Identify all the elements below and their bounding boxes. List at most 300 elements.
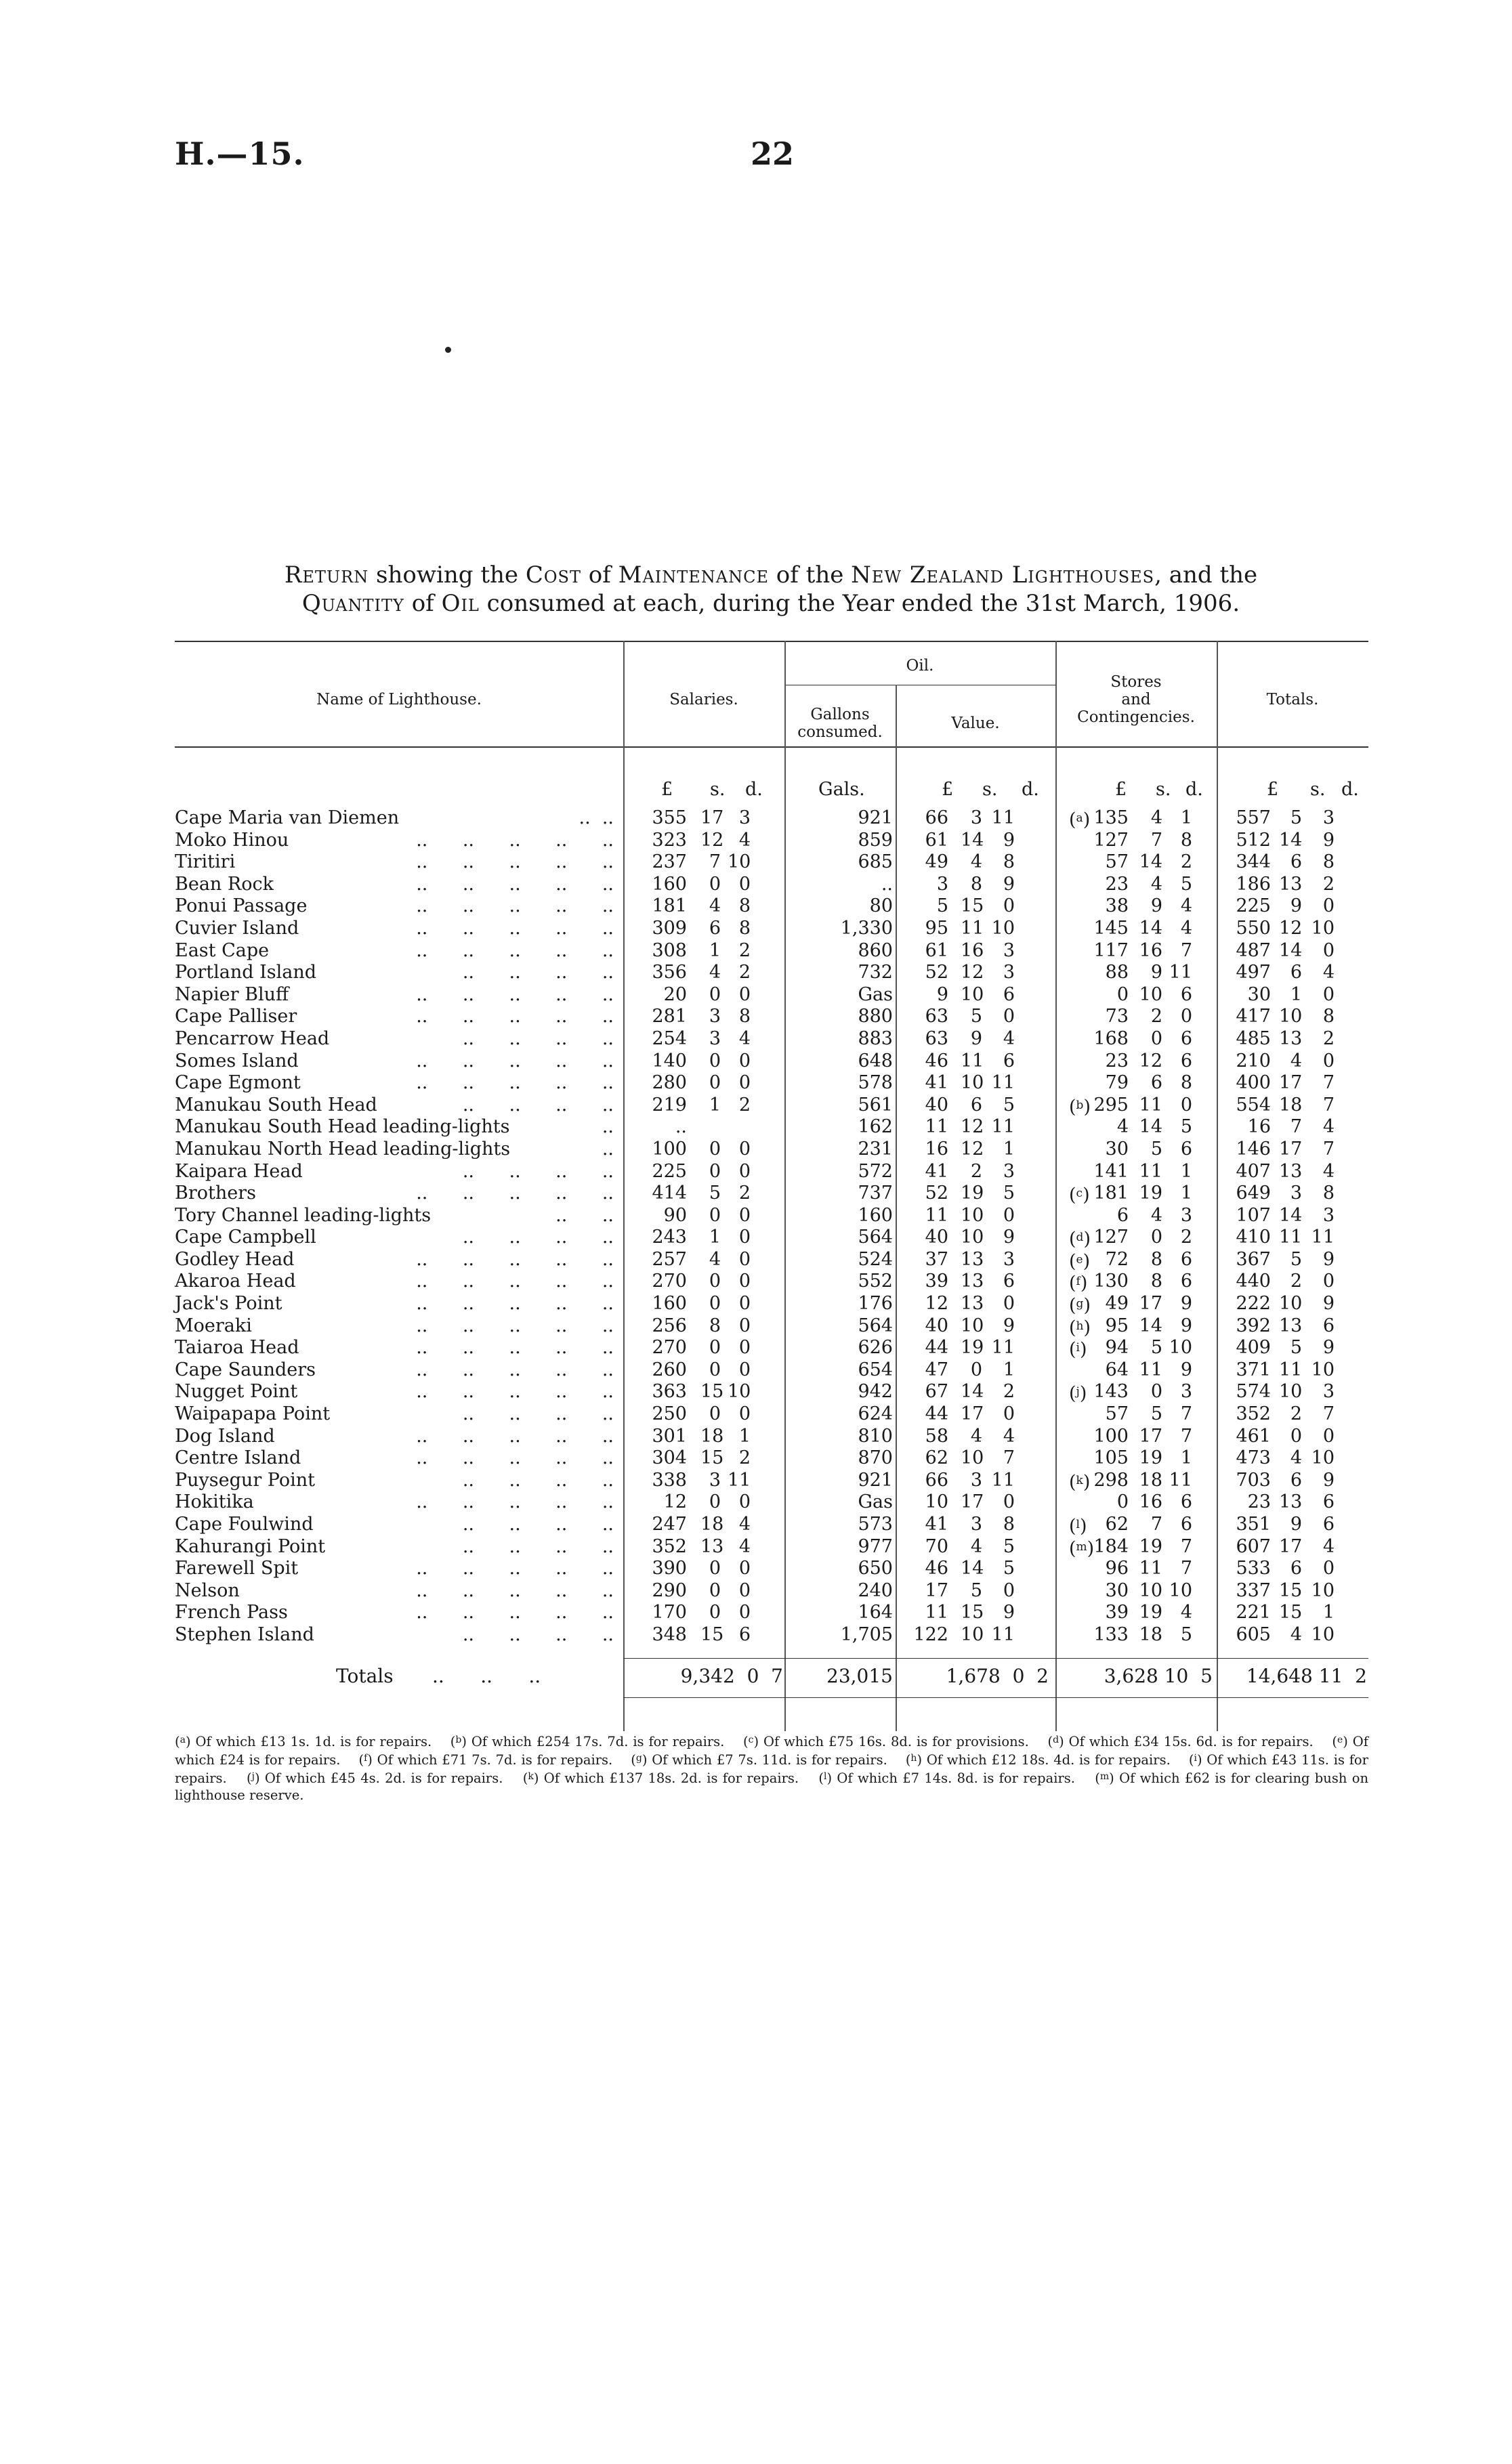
cell-sto: 57 — [1105, 1403, 1129, 1425]
lighthouse-name: Somes Island — [175, 1050, 299, 1071]
cell-tot: 8 — [1322, 1006, 1335, 1027]
cell-val: 13 — [961, 1248, 984, 1270]
lighthouse-name: Ponui Passage — [175, 895, 308, 917]
cell-gal: 732 — [858, 962, 893, 983]
table-row — [175, 1095, 1367, 1117]
cell-sal: 1 — [709, 1227, 721, 1248]
cell-sto: 4 — [1150, 807, 1162, 828]
cell-sto: 88 — [1105, 962, 1129, 983]
table-row — [175, 1536, 1367, 1558]
cell-sto: 4 — [1150, 1204, 1162, 1226]
cell-gal: 578 — [858, 1072, 893, 1094]
cell-val: 11 — [991, 1469, 1015, 1491]
cell-tot: 9 — [1290, 1514, 1302, 1535]
cell-sal: 17 — [700, 807, 724, 828]
cell-sto: 7 — [1180, 939, 1192, 961]
table-row — [175, 1447, 1367, 1470]
cell-sal: 256 — [652, 1315, 687, 1336]
footnote-k: ($^k$) Of which £137 18s. 2d. is for repairs. — [522, 1770, 799, 1786]
leader-dots: .. .. .. .. .. — [416, 939, 614, 961]
cell-val: 3 — [1003, 1160, 1015, 1182]
cell-sto: 11 — [1139, 1094, 1162, 1116]
cell-sto: 10 — [1139, 983, 1162, 1005]
leader-dots: .. .. .. .. .. — [416, 1337, 614, 1359]
cell-val: 9 — [1003, 1602, 1015, 1623]
cell-gal: 1,330 — [840, 917, 893, 939]
cell-val: 11 — [991, 1623, 1015, 1645]
table-row — [175, 1624, 1367, 1647]
table-row — [175, 1381, 1367, 1403]
cell-sto: 19 — [1139, 1535, 1162, 1557]
lighthouse-name: Hokitika — [175, 1491, 254, 1513]
cell-val: 11 — [991, 807, 1015, 828]
cell-gal: 1,705 — [840, 1623, 893, 1645]
leader-dots: .. .. .. .. .. — [416, 1425, 614, 1447]
cell-tot: 12 — [1279, 917, 1303, 939]
cell-sto: 14 — [1139, 1315, 1162, 1336]
cell-sal: 20 — [663, 983, 687, 1005]
cell-tot: 107 — [1236, 1204, 1271, 1226]
cell-tot: 17 — [1279, 1072, 1303, 1094]
lighthouse-name: Cape Palliser — [175, 1006, 297, 1027]
cell-gal: 650 — [858, 1558, 893, 1579]
cell-sto: 19 — [1139, 1183, 1162, 1204]
leader-dots: .. .. .. .. .. — [416, 1293, 614, 1315]
cell-val: 11 — [991, 1072, 1015, 1094]
cell-gal: 921 — [858, 1469, 893, 1491]
cell-tot: 557 — [1236, 807, 1271, 828]
cell-tot: 10 — [1311, 1579, 1335, 1601]
cell-sal: 390 — [652, 1558, 687, 1579]
cell-val: 16 — [961, 939, 984, 961]
cell-sal: 0 — [738, 1227, 751, 1248]
cell-sal: 363 — [652, 1381, 687, 1403]
cell-sal: 0 — [738, 1337, 751, 1359]
cell-sal: 1 — [709, 1094, 721, 1116]
cell-sal: 237 — [652, 851, 687, 873]
cell-val: 14 — [961, 1381, 984, 1403]
footnote-ref: ($^b$) — [1069, 1096, 1091, 1118]
cell-gal: 561 — [858, 1094, 893, 1116]
cell-val: 3 — [1003, 962, 1015, 983]
cell-sto: 168 — [1093, 1027, 1129, 1049]
cell-val: 41 — [925, 1072, 948, 1094]
cell-sto: 1 — [1180, 1183, 1192, 1204]
cell-sal: 356 — [652, 962, 687, 983]
lighthouse-name: Tory Channel leading-lights — [175, 1204, 432, 1226]
leader-dots: .. .. .. .. .. — [416, 1183, 614, 1204]
cell-sto: 14 — [1139, 851, 1162, 873]
footnote-m: ($^m$) Of which £62 is for clearing bush on lighthouse reserve. — [175, 1770, 1369, 1803]
cell-sal: 18 — [700, 1514, 724, 1535]
cell-sal: 260 — [652, 1359, 687, 1380]
cell-val: 4 — [970, 851, 982, 873]
cell-gal: 860 — [858, 939, 893, 961]
leader-dots: .. .. .. .. .. — [416, 1359, 614, 1380]
cell-tot: 7 — [1322, 1403, 1335, 1425]
cell-tot: 4 — [1290, 1050, 1302, 1071]
cell-sto: 3 — [1180, 1381, 1192, 1403]
cell-tot: 485 — [1236, 1027, 1271, 1049]
cell-sal: 0 — [738, 1579, 751, 1601]
cell-val: 61 — [925, 939, 948, 961]
cell-sto: 295 — [1093, 1094, 1129, 1116]
cell-sto: 6 — [1180, 1491, 1192, 1513]
cell-val: 11 — [925, 1116, 948, 1138]
leader-dots: .. .. .. .. .. — [416, 1072, 614, 1094]
cell-val: 19 — [961, 1183, 984, 1204]
cell-gal: 942 — [858, 1381, 893, 1403]
cell-val: 3 — [970, 1469, 982, 1491]
cell-sal: 0 — [709, 1204, 721, 1226]
cell-val: 4 — [1003, 1027, 1015, 1049]
cell-val: 0 — [1003, 895, 1015, 917]
cell-sto: 0 — [1116, 983, 1129, 1005]
cell-sal: 2 — [738, 939, 751, 961]
lighthouse-name: Centre Island — [175, 1447, 301, 1469]
table-row — [175, 1139, 1367, 1161]
cell-sto: 72 — [1105, 1248, 1129, 1270]
table-row — [175, 1602, 1367, 1624]
cell-sal: 4 — [738, 1514, 751, 1535]
cell-val: 10 — [961, 1204, 984, 1226]
cell-sto: 9 — [1180, 1293, 1192, 1315]
cell-sto: 7 — [1150, 1514, 1162, 1535]
cell-sal: 6 — [709, 917, 721, 939]
cell-sal: 15 — [700, 1447, 724, 1469]
leader-dots: .. — [602, 1138, 614, 1160]
cell-sto: 6 — [1116, 1204, 1129, 1226]
cell-val: 3 — [1003, 1248, 1015, 1270]
cell-sal: 8 — [738, 895, 751, 917]
cell-val: 9 — [1003, 1227, 1015, 1248]
cell-gal: 624 — [858, 1403, 893, 1425]
cell-sal: 0 — [738, 1293, 751, 1315]
leader-dots: .. .. .. .. .. — [416, 1602, 614, 1623]
cell-sto: 12 — [1139, 1050, 1162, 1071]
cell-sal: 348 — [652, 1623, 687, 1645]
table-row — [175, 1315, 1367, 1338]
cell-tot: 6 — [1322, 1514, 1335, 1535]
lighthouse-name: Akaroa Head — [175, 1271, 296, 1292]
table-row — [175, 874, 1367, 896]
cell-sto: 4 — [1150, 873, 1162, 895]
cell-sal: 304 — [652, 1447, 687, 1469]
table-row — [175, 918, 1367, 940]
cell-tot: 9 — [1322, 1293, 1335, 1315]
cell-sto: 7 — [1180, 1558, 1192, 1579]
cell-sto: 9 — [1150, 962, 1162, 983]
header-salaries: Salaries. — [669, 691, 738, 708]
cell-sal: 12 — [663, 1491, 687, 1513]
cell-val: 52 — [925, 1183, 948, 1204]
cell-sal: 13 — [700, 1535, 724, 1557]
cell-sal: 280 — [652, 1072, 687, 1094]
cell-tot: 605 — [1236, 1623, 1271, 1645]
cell-sto: 4 — [1180, 1602, 1192, 1623]
cell-sal: 18 — [700, 1425, 724, 1447]
cell-sto: 5 — [1150, 1138, 1162, 1160]
cell-tot: 512 — [1236, 829, 1271, 851]
cell-sal: 0 — [738, 1315, 751, 1336]
lighthouse-name: Moko Hinou — [175, 829, 289, 851]
leader-dots: .. .. .. .. .. — [416, 1006, 614, 1027]
cell-sal: 0 — [709, 1160, 721, 1182]
lighthouse-name: Brothers — [175, 1183, 256, 1204]
cell-sto: 130 — [1093, 1271, 1129, 1292]
unit-stores-pounds: £ — [1115, 779, 1127, 800]
cell-sto: 7 — [1150, 829, 1162, 851]
cell-sal: 290 — [652, 1579, 687, 1601]
header-oil: Oil. — [906, 657, 934, 675]
cell-sal: 6 — [738, 1623, 751, 1645]
cell-tot: 9 — [1290, 895, 1302, 917]
cell-sto: 11 — [1139, 1160, 1162, 1182]
cell-val: 2 — [970, 1160, 982, 1182]
cell-gal: 176 — [858, 1293, 893, 1315]
unit-totals-pounds: £ — [1267, 779, 1279, 800]
cell-sto: 8 — [1180, 1072, 1192, 1094]
cell-sal: 170 — [652, 1602, 687, 1623]
cell-sal: 181 — [652, 895, 687, 917]
cell-sal: 1 — [709, 939, 721, 961]
table-row — [175, 851, 1367, 874]
cell-sto: 141 — [1093, 1160, 1129, 1182]
cell-sal: 4 — [738, 1027, 751, 1049]
cell-sal: 309 — [652, 917, 687, 939]
cell-sto: 62 — [1105, 1514, 1129, 1535]
cell-sal: 338 — [652, 1469, 687, 1491]
cell-gal: 626 — [858, 1337, 893, 1359]
cell-tot: 417 — [1236, 1006, 1271, 1027]
cell-sto: 64 — [1105, 1359, 1129, 1380]
cell-val: 17 — [925, 1579, 948, 1601]
cell-gal: 859 — [858, 829, 893, 851]
cell-tot: 8 — [1322, 851, 1335, 873]
header-gallons-consumed: Gallons consumed. — [797, 706, 883, 741]
cell-tot: 10 — [1311, 917, 1335, 939]
cell-sto: 8 — [1150, 1248, 1162, 1270]
leader-dots: .. .. .. .. .. — [416, 895, 614, 917]
cell-val: 46 — [925, 1558, 948, 1579]
cell-sal: 15 — [700, 1381, 724, 1403]
footnote-ref: ($^a$) — [1069, 809, 1091, 830]
lighthouse-name: Cape Egmont — [175, 1072, 301, 1094]
lighthouse-name: East Cape — [175, 939, 270, 961]
cell-tot: 407 — [1236, 1160, 1271, 1182]
table-row — [175, 1403, 1367, 1426]
cell-tot: 607 — [1236, 1535, 1271, 1557]
cell-sal: 0 — [709, 983, 721, 1005]
leader-dots: .. .. .. .. — [462, 962, 614, 983]
cell-sto: 298 — [1093, 1469, 1129, 1491]
cell-val: 5 — [970, 1006, 982, 1027]
table-row — [175, 830, 1367, 852]
cell-tot: 13 — [1279, 1160, 1303, 1182]
cell-tot: 225 — [1236, 895, 1271, 917]
cell-tot: 186 — [1236, 873, 1271, 895]
cell-sto: 11 — [1139, 1558, 1162, 1579]
cell-sal: 2 — [738, 962, 751, 983]
cell-sto: 16 — [1139, 939, 1162, 961]
lighthouse-name: Cape Saunders — [175, 1359, 316, 1380]
cell-val: 95 — [925, 917, 948, 939]
table-row — [175, 962, 1367, 984]
cell-tot: 210 — [1236, 1050, 1271, 1071]
cell-tot: 13 — [1279, 1491, 1303, 1513]
cell-val: 46 — [925, 1050, 948, 1071]
lighthouse-name: Pencarrow Head — [175, 1027, 330, 1049]
lighthouse-name: Bean Rock — [175, 873, 274, 895]
cell-tot: 0 — [1322, 939, 1335, 961]
cell-gal: 880 — [858, 1006, 893, 1027]
leader-dots: .. .. .. .. .. — [416, 1491, 614, 1513]
cell-sto: 79 — [1105, 1072, 1129, 1094]
cell-sto: 94 — [1105, 1337, 1129, 1359]
cell-tot: 5 — [1290, 807, 1302, 828]
header-value: Value. — [951, 715, 1000, 732]
cell-sto: 6 — [1180, 1248, 1192, 1270]
cell-sal: 225 — [652, 1160, 687, 1182]
lighthouse-name: Kaipara Head — [175, 1160, 303, 1182]
cell-sal: 11 — [728, 1469, 751, 1491]
cell-tot: 9 — [1322, 1469, 1335, 1491]
table-row — [175, 1050, 1367, 1073]
cell-val: 5 — [936, 895, 948, 917]
cell-val: 16 — [925, 1138, 948, 1160]
lighthouse-name: Stephen Island — [175, 1623, 314, 1645]
leader-dots: .. .. .. .. .. — [416, 1315, 614, 1336]
cell-tot: 9 — [1322, 829, 1335, 851]
cell-sal: 0 — [738, 1491, 751, 1513]
cell-sal: 12 — [700, 829, 724, 851]
lighthouse-name: Puysegur Point — [175, 1469, 316, 1491]
totals-gallons: 23,015 — [826, 1665, 893, 1687]
unit-salaries-pounds: £ — [661, 779, 673, 800]
leader-dots: .. .. .. .. .. — [416, 1558, 614, 1579]
cell-sto: 57 — [1105, 851, 1129, 873]
cell-tot: 0 — [1322, 1425, 1335, 1447]
cell-tot: 15 — [1279, 1602, 1303, 1623]
cell-sal: 257 — [652, 1248, 687, 1270]
cell-sal: 4 — [709, 1248, 721, 1270]
lighthouse-name: Cape Maria van Diemen — [175, 807, 400, 828]
footnote-j: ($^j$) Of which £45 4s. 2d. is for repairs. — [247, 1770, 503, 1786]
cell-tot: 344 — [1236, 851, 1271, 873]
leader-dots: .. .. .. .. .. — [416, 1579, 614, 1601]
cell-tot: 554 — [1236, 1094, 1271, 1116]
cell-val: 0 — [1003, 1293, 1015, 1315]
leader-dots: .. .. .. .. .. — [416, 1050, 614, 1071]
leader-dots: .. .. .. .. .. — [416, 983, 614, 1005]
cell-gal: 524 — [858, 1248, 893, 1270]
cell-sal: 0 — [709, 1579, 721, 1601]
cell-sal: 270 — [652, 1337, 687, 1359]
lighthouse-name: Dog Island — [175, 1425, 275, 1447]
cell-sal: 1 — [738, 1425, 751, 1447]
cell-gal: 564 — [858, 1315, 893, 1336]
header-bottom-rule — [175, 746, 1368, 748]
leader-dots: .. .. .. .. .. — [416, 829, 614, 851]
leader-dots: .. .. .. .. .. — [416, 1381, 614, 1403]
lighthouse-name: Nelson — [175, 1579, 240, 1601]
lighthouse-table — [175, 807, 1367, 1647]
unit-salaries-shillings: s. — [710, 779, 726, 800]
cell-sto: 8 — [1150, 1271, 1162, 1292]
cell-tot: 6 — [1290, 1469, 1302, 1491]
cell-sto: 117 — [1093, 939, 1129, 961]
cell-val: 11 — [991, 1337, 1015, 1359]
cell-sto: 10 — [1169, 1337, 1192, 1359]
table-top-rule — [175, 641, 1368, 642]
cell-tot: 222 — [1236, 1293, 1271, 1315]
cell-val: 12 — [961, 1116, 984, 1138]
lighthouse-name: Kahurangi Point — [175, 1535, 326, 1557]
cell-sto: 39 — [1105, 1602, 1129, 1623]
footnote-ref: ($^f$) — [1069, 1273, 1088, 1294]
table-row — [175, 1116, 1367, 1139]
cell-tot: 13 — [1279, 873, 1303, 895]
unit-value-shillings: s. — [982, 779, 998, 800]
cell-val: 11 — [925, 1602, 948, 1623]
cell-val: 5 — [1003, 1183, 1015, 1204]
cell-tot: 23 — [1247, 1491, 1271, 1513]
cell-sto: 9 — [1150, 895, 1162, 917]
cell-val: 47 — [925, 1359, 948, 1380]
cell-sto: 2 — [1150, 1006, 1162, 1027]
cell-val: 40 — [925, 1094, 948, 1116]
cell-tot: 14 — [1279, 829, 1303, 851]
table-row — [175, 1491, 1367, 1514]
cell-sto: 5 — [1150, 1403, 1162, 1425]
cell-tot: 17 — [1279, 1535, 1303, 1557]
cell-tot: 11 — [1279, 1359, 1303, 1380]
cell-sto: 127 — [1093, 1227, 1129, 1248]
cell-sal: 243 — [652, 1227, 687, 1248]
cell-sal: 0 — [709, 1271, 721, 1292]
unit-totals-pence: d. — [1341, 779, 1359, 800]
table-row — [175, 1426, 1367, 1448]
cell-sto: 5 — [1150, 1337, 1162, 1359]
leader-dots: .. .. .. .. .. — [416, 873, 614, 895]
cell-sto: 100 — [1093, 1425, 1129, 1447]
cell-gal: 921 — [858, 807, 893, 828]
cell-tot: 4 — [1322, 1160, 1335, 1182]
footnote-d: ($^d$) Of which £34 15s. 6d. is for repairs. — [1047, 1734, 1314, 1749]
cell-tot: 17 — [1279, 1138, 1303, 1160]
cell-sal: 0 — [738, 1138, 751, 1160]
cell-sal: 0 — [709, 1602, 721, 1623]
cell-sal: 3 — [709, 1027, 721, 1049]
lighthouse-name: Jack's Point — [175, 1293, 282, 1315]
cell-sto: 16 — [1139, 1491, 1162, 1513]
cell-tot: 6 — [1290, 962, 1302, 983]
cell-val: 0 — [1003, 1006, 1015, 1027]
cell-gal: Gas — [858, 983, 893, 1005]
cell-val: 52 — [925, 962, 948, 983]
cell-val: 40 — [925, 1315, 948, 1336]
table-bottom-rule — [623, 1697, 1368, 1698]
cell-sal: 352 — [652, 1535, 687, 1557]
cell-val: 66 — [925, 807, 948, 828]
cell-val: 3 — [1003, 939, 1015, 961]
cell-val: 11 — [961, 1050, 984, 1071]
cell-gal: 654 — [858, 1359, 893, 1380]
cell-tot: 13 — [1279, 1027, 1303, 1049]
cell-sto: 6 — [1180, 983, 1192, 1005]
footnote-l: ($^l$) Of which £7 14s. 8d. is for repairs. — [818, 1770, 1075, 1786]
cell-sal: 160 — [652, 1293, 687, 1315]
